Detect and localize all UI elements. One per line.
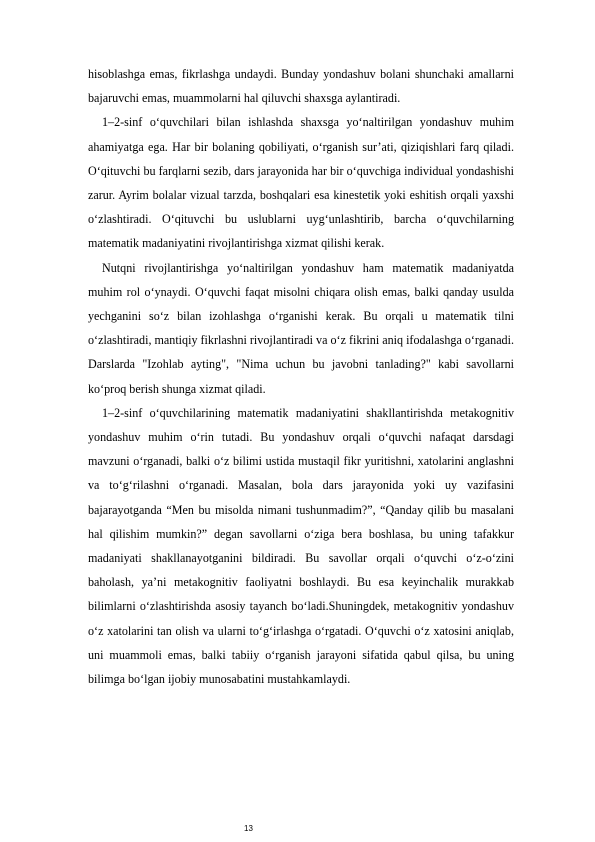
- paragraph-2: 1–2-sinf o‘quvchilari bilan ishlashda shaxsga yo‘naltirilgan yondashuv muhim ahamiyatga ega. Har bir bolaning qobiliyati, o‘rganish sur’ati, qiziqishlari farq qiladi. O‘qituvchi bu farqlarni sezib, dars jarayonida har bir o‘quvchiga individual yondashishi zarur. Ayrim bolalar vizual tarzda, boshqalari esa kinestetik yoki eshitish orqali yaxshi o‘zlashtiradi. O‘qituvchi bu uslublarni uyg‘unlashtirib, barcha o‘quvchilarning matematik madaniyatini rivojlantirishga xizmat qilishi kerak.: [88, 115, 514, 251]
- paragraph-3: Nutqni rivojlantirishga yo‘naltirilgan yondashuv ham matematik madaniyatda muhim rol o‘ynaydi. O‘quvchi faqat misolni chiqara olish emas, balki qanday usulda yechganini so‘z bilan izohlashga o‘rganishi kerak. Bu orqali u matematik tilni o‘zlashtiradi, mantiqiy fikrlashni rivojlantiradi va o‘z fikrini aniq ifodalashga o‘rganadi. Darslarda "Izohlab ayting", "Nima uchun bu javobni tanlading?" kabi savollarni ko‘proq berish shunga xizmat qiladi.: [88, 260, 514, 396]
- paragraph-4: 1–2-sinf o‘quvchilarining matematik madaniyatini shakllantirishda metakognitiv yondashuv muhim o‘rin tutadi. Bu yondashuv orqali o‘quvchi nafaqat darsdagi mavzuni o‘rganadi, balki o‘z bilimi ustida mustaqil fikr yuritishni, xatolarini anglashni va to‘g‘rilashni o‘rganadi. Masalan, bola dars jarayonida yoki uy vazifasini bajarayotganda “Men bu misolda nimani tushunmadim?”, “Qanday qilib bu masalani hal qilishim mumkin?” degan savollarni o‘ziga bera boshlasa, bu uning tafakkur madaniyati shakllanayotganini bildiradi. Bu savollar orqali o‘quvchi o‘z-o‘zini baholash, ya’ni metakognitiv faoliyatni boshlaydi. Bu esa keyinchalik murakkab bilimlarni o‘zlashtirishda asosiy tayanch bo‘ladi.Shuningdek, metakognitiv yondashuv o‘z xatolarini tan olish va ularni to‘g‘irlashga o‘rgatadi. O‘quvchi o‘z xatosini aniqlab, uni muammoli emas, balki tabiiy o‘rganish jarayoni sifatida qabul qilsa, bu uning bilimga bo‘lgan ijobiy munosabatini mustahkamlaydi.: [88, 405, 514, 687]
- page-number: 13: [244, 824, 253, 833]
- paragraph-1: hisoblashga emas, fikrlashga undaydi. Bunday yondashuv bolani shunchaki amallarni bajaruvchi emas, muammolarni hal qiluvchi shaxsga aylantiradi.: [88, 67, 514, 106]
- document-body: [88, 62, 514, 691]
